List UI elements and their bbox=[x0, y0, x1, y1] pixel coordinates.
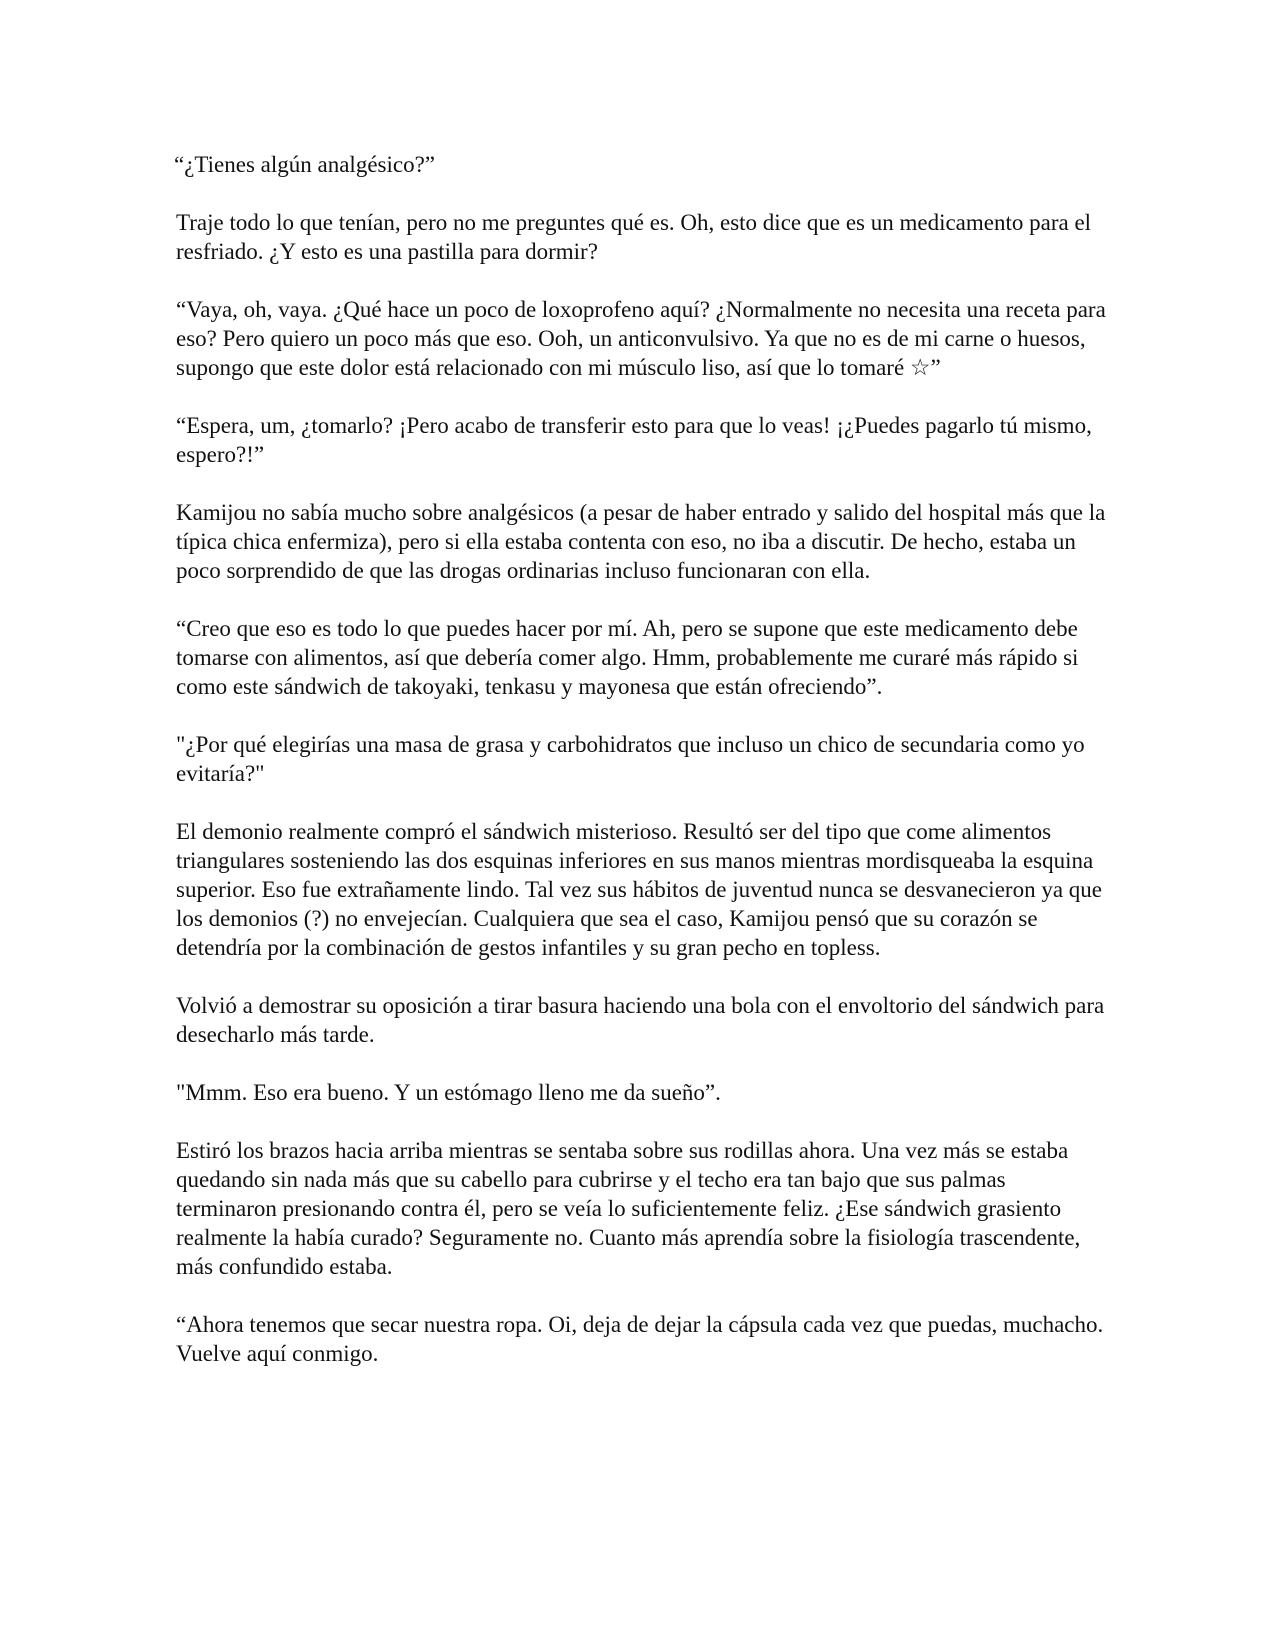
paragraph: “¿Tienes algún analgésico?” bbox=[174, 152, 435, 177]
paragraph: “Vaya, oh, vaya. ¿Qué hace un poco de loxoprofeno aquí? ¿Normalmente no necesita una receta para eso? Pero quiero un poco más que eso. Ooh, un anticonvulsivo. Ya que no es de mi carne o huesos, supongo que este dolor está relacionado con mi músculo liso, así que lo tomaré ☆” bbox=[176, 297, 1106, 380]
paragraph: "¿Por qué elegirías una masa de grasa y carbohidratos que incluso un chico de secundaria como yo evitaría?" bbox=[176, 732, 1085, 786]
paragraph: “Ahora tenemos que secar nuestra ropa. Oi, deja de dejar la cápsula cada vez que puedas, muchacho. Vuelve aquí conmigo. bbox=[176, 1312, 1104, 1366]
paragraph: Volvió a demostrar su oposición a tirar basura haciendo una bola con el envoltorio del sándwich para desecharlo más tarde. bbox=[176, 993, 1105, 1047]
paragraph: “Espera, um, ¿tomarlo? ¡Pero acabo de transferir esto para que lo veas! ¡¿Puedes pagarlo tú mismo, espero?!” bbox=[176, 413, 1092, 467]
paragraph: Kamijou no sabía mucho sobre analgésicos (a pesar de haber entrado y salido del hospital más que la típica chica enfermiza), pero si ella estaba contenta con eso, no iba a discutir. De hecho, estaba un poco sorprendido de que las drogas ordinarias incluso funcionaran con ella. bbox=[176, 500, 1106, 583]
document-body bbox=[176, 150, 1106, 1397]
paragraph: "Mmm. Eso era bueno. Y un estómago lleno me da sueño”. bbox=[176, 1080, 721, 1105]
paragraph: El demonio realmente compró el sándwich misterioso. Resultó ser del tipo que come alimentos triangulares sosteniendo las dos esquinas inferiores en sus manos mientras mordisqueaba la esquina superior. Eso fue extrañamente lindo. Tal vez sus hábitos de juventud nunca se desvanecieron ya que los demonios (?) no envejecían. Cualquiera que sea el caso, Kamijou pensó que su corazón se detendría por la combinación de gestos infantiles y su gran pecho en topless. bbox=[176, 819, 1102, 960]
paragraph: Traje todo lo que tenían, pero no me preguntes qué es. Oh, esto dice que es un medicamento para el resfriado. ¿Y esto es una pastilla para dormir? bbox=[176, 210, 1092, 264]
paragraph: Estiró los brazos hacia arriba mientras se sentaba sobre sus rodillas ahora. Una vez más se estaba quedando sin nada más que su cabello para cubrirse y el techo era tan bajo que sus palmas terminaron presionando contra él, pero se veía lo suficientemente feliz. ¿Ese sándwich grasiento realmente la había curado? Seguramente no. Cuanto más aprendía sobre la fisiología trascendente, más confundido estaba. bbox=[176, 1138, 1081, 1279]
paragraph: “Creo que eso es todo lo que puedes hacer por mí. Ah, pero se supone que este medicamento debe tomarse con alimentos, así que debería comer algo. Hmm, probablemente me curaré más rápido si como este sándwich de takoyaki, tenkasu y mayonesa que están ofreciendo”. bbox=[176, 616, 1079, 699]
